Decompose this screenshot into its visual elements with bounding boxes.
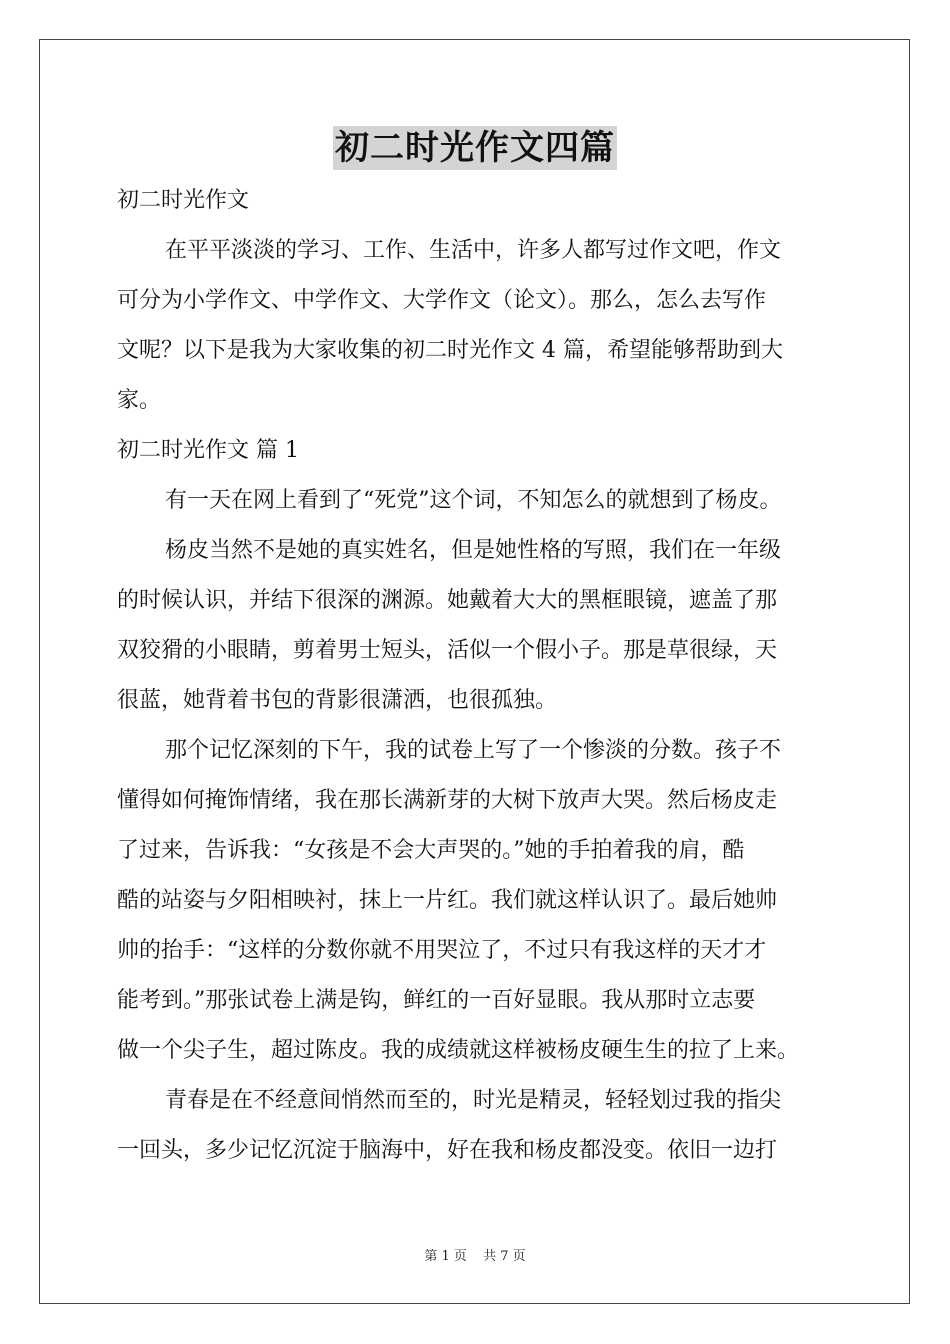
page-total: 共 7 页: [483, 1249, 526, 1264]
text-line: 酷的站姿与夕阳相映衬，抹上一片红。我们就这样认识了。最后她帅: [117, 888, 778, 913]
text-line: 青春是在不经意间悄然而至的，时光是精灵，轻轻划过我的指尖: [165, 1088, 782, 1113]
text-line: 双狡猾的小眼睛，剪着男士短头，活似一个假小子。那是草很绿，天: [117, 638, 778, 663]
text-line: 可分为小学作文、中学作文、大学作文（论文）。那么，怎么去写作: [117, 288, 767, 313]
text-line: 初二时光作文 篇 1: [117, 438, 299, 463]
text-line: 家。: [117, 388, 162, 413]
text-line: 的时候认识，并结下很深的渊源。她戴着大大的黑框眼镜，遮盖了那: [117, 588, 778, 613]
text-line: 初二时光作文: [117, 188, 250, 213]
text-line: 懂得如何掩饰情绪，我在那长满新芽的大树下放声大哭。然后杨皮走: [117, 788, 778, 813]
document-body: [117, 176, 839, 1176]
text-line: 了过来，告诉我：“女孩是不会大声哭的。”她的手拍着我的肩，酷: [117, 838, 745, 863]
title-container: [0, 126, 950, 170]
text-line: 能考到。”那张试卷上满是钩，鲜红的一百好显眼。我从那时立志要: [117, 988, 756, 1013]
text-line: 杨皮当然不是她的真实姓名，但是她性格的写照，我们在一年级: [165, 538, 782, 563]
page-number: 第 1 页: [424, 1249, 467, 1264]
page-footer: [0, 1248, 950, 1266]
text-line: 做一个尖子生，超过陈皮。我的成绩就这样被杨皮硬生生的拉了上来。: [117, 1038, 800, 1063]
text-line: 帅的抬手：“这样的分数你就不用哭泣了，不过只有我这样的天才才: [117, 938, 767, 963]
text-line: 有一天在网上看到了“死党”这个词，不知怎么的就想到了杨皮。: [165, 488, 782, 513]
text-line: 文呢？以下是我为大家收集的初二时光作文 4 篇，希望能够帮助到大: [117, 338, 783, 363]
text-line: 一回头，多少记忆沉淀于脑海中，好在我和杨皮都没变。依旧一边打: [117, 1138, 778, 1163]
document-title: 初二时光作文四篇: [335, 128, 615, 168]
text-line: 在平平淡淡的学习、工作、生活中，许多人都写过作文吧，作文: [165, 238, 782, 263]
text-line: 那个记忆深刻的下午，我的试卷上写了一个惨淡的分数。孩子不: [165, 738, 782, 763]
text-line: 很蓝，她背着书包的背影很潇洒，也很孤独。: [117, 688, 558, 713]
